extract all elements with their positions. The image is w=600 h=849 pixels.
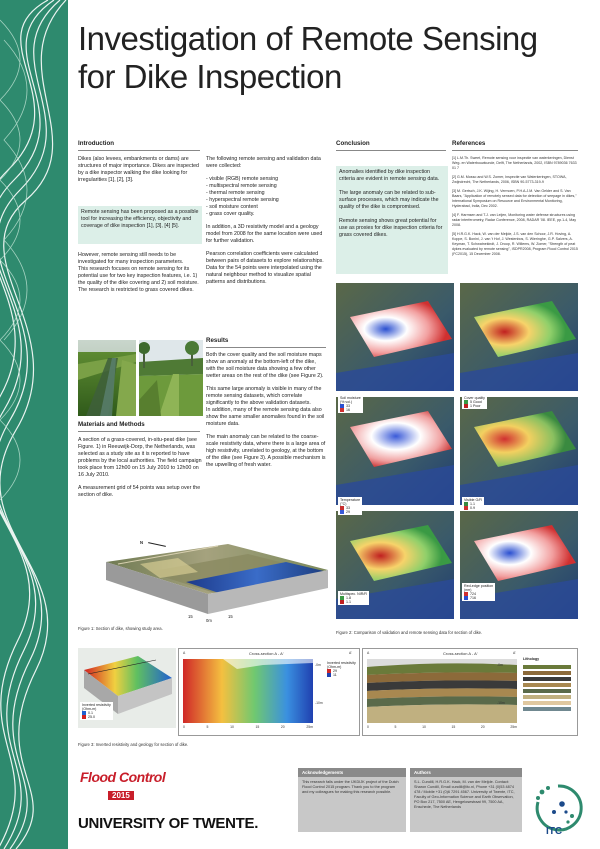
map-label-multispec	[338, 591, 369, 605]
figure-3-resistivity	[78, 646, 578, 738]
scale-label-mid: 0m	[206, 618, 212, 623]
legend-hi: 29	[333, 669, 337, 673]
map-title: Multispec. NIR/R	[340, 592, 367, 596]
figure-1-dike-section	[78, 534, 330, 622]
cross-section-2-title: Cross-section A - A'	[443, 651, 478, 656]
introduction-text-2	[78, 252, 202, 294]
legend-lo: 29	[346, 510, 350, 515]
cross-section-1-a: A	[183, 651, 186, 655]
map-label-red-edge	[462, 583, 495, 601]
legend-hi: 33	[346, 506, 350, 510]
data-collection-text	[206, 156, 326, 292]
acknowledgements-box	[298, 768, 406, 832]
legend-lo: 1.1	[346, 600, 351, 605]
lithology-swatch	[523, 701, 571, 705]
materials-text	[78, 437, 202, 505]
cross-section-1-title: Cross-section A - A'	[249, 651, 284, 656]
data-paragraph-2: In addition, a 3D resistivity model and a geology model from 2008 for the same location were used for further validation.	[206, 224, 323, 244]
north-arrow-label: N	[140, 540, 144, 545]
authors-box	[410, 768, 522, 832]
conclusion-box	[336, 166, 448, 274]
results-text	[206, 352, 326, 475]
cross-section-2-panel	[362, 648, 578, 736]
materials-paragraph-1: A section of a grass-covered, in-situ-peat dike (see Figure. 1) in Reeuwijk-Dorp, the Netherlands, was selected as a study site as it is reported to have problems by the local authorities. The field campaign took place from 12h00 on 15 July 2010 to 12h00 on 16 July 2010.	[78, 437, 202, 478]
itc-wordmark: ITC	[546, 826, 563, 837]
poster-title: Investigation of Remote Sensing for Dike Inspection	[78, 20, 538, 95]
conclusion-point-2: The large anomaly can be related to sub-surface processes, which may indicate the quality of the dike is compromised.	[339, 190, 439, 210]
legend-lo: 11	[333, 673, 337, 678]
figure-1-caption: Figure 1: Section of dike, showing study area.	[78, 626, 163, 631]
decorative-side-band	[0, 0, 68, 849]
results-paragraph-2: This same large anomaly is visible in many of the remote sensing datasets, which correlate significantly to the above validation datasets.	[206, 386, 322, 406]
cross-section-1-depth-top: -0m	[315, 663, 321, 667]
legend-hi: 5 Good	[470, 400, 482, 404]
introduction-paragraph-1: Dikes (also levees, embankments or dams) are structures of major importance. Dikes are inspected by a dike inspector walking the dike looking for irregularities [1], [2], [3].	[78, 156, 199, 183]
data-list	[206, 176, 326, 218]
introduction-paragraph-3: This research focuses on remote sensing for its potential use for two key inspection features, i.e. 1) the quality of the dike covering and 2) soil moisture.	[78, 266, 199, 286]
materials-paragraph-2: A measurement grid of 54 points was setup over the section of dike.	[78, 485, 201, 498]
reference-item: [5] H.R.G.K. Hack, W. van der Meijde, J.S. van den Schoor, J.R. Hoving, A. Koppe, S. Bonini, J. van 't Hof, J. Westenbos, S. Wieringhe, G.P. Salvers, A. Keyman, T. Schwatnekindt, J. Droop, R. Willems, W. Zomer, "Strength of peat dykes evaluated by remote sensing", ISDPR2008, Program Flood Control 2015 (FC2015), 15 December 2008.	[452, 232, 578, 256]
map-title: Red-edge position	[464, 584, 494, 588]
reference-item: [1] L.M.Th. Sweet, Remote sensing voor inspectie van waterkeringen, Dienst Weg- en Waterbouwkunde, Delft, The Netherlands, 2002, ISBN 9789036 7633 01 7	[452, 156, 577, 170]
introduction-heading: Introduction	[78, 140, 115, 147]
conclusion-heading: Conclusion	[336, 140, 370, 147]
cross-section-1-panel	[178, 648, 360, 736]
data-list-item: - multispectral remote sensing	[206, 183, 326, 190]
authors-heading: Authors	[410, 768, 522, 777]
map-unit: (nm)	[464, 588, 472, 592]
legend-title: Inverted resistivity	[327, 661, 356, 665]
lithology-legend-swatches	[523, 665, 571, 713]
data-paragraph-3: Pearson correlation coefficients were calculated between pairs of datasets to explore relationships. Data for the 54 points were interpolated using the natural neighbour method to visualize spatial patterns and distributions.	[206, 251, 324, 285]
legend-unit: (Ohm-m)	[82, 707, 97, 711]
results-paragraph-3: In addition, many of the remote sensing data also show the same smaller anomalies found in the soil moisture data.	[206, 407, 325, 427]
results-paragraph-4: The main anomaly can be related to the coarse-scale resistivity data, where there is a large area of high resistivity, unrelated to geology, at the bottom of the dike (see Figure 3). A possible mechanism is the upwelling of fresh water.	[206, 434, 326, 468]
data-list-item: - soil moisture content	[206, 204, 326, 211]
acknowledgements-heading: Acknowledgements	[298, 768, 406, 777]
legend-lo: 1 Poor	[470, 404, 481, 409]
dike-photo-right	[139, 340, 203, 416]
scale-label-left: 15	[188, 614, 193, 619]
dike-photo-left	[78, 340, 136, 416]
lithology-swatch	[523, 707, 571, 711]
introduction-paragraph-2: However, remote sensing still needs to be investigated for many inspection parameters.	[78, 252, 184, 265]
cross-section-1-legend	[327, 661, 356, 677]
lithology-swatch	[523, 689, 571, 693]
references-list	[452, 156, 578, 261]
references-rule	[452, 150, 578, 151]
legend-unit: (Ohm-m)	[327, 665, 342, 669]
flood-control-year: 2015	[108, 791, 134, 800]
x-tick: 5	[394, 725, 397, 729]
authors-body: S.L. Cundill, H.R.G.K. Hack, M. van der Meijde. Contact: Sharon Cundill, Email cundill@itc.nl, Phone +31 (0)53 4874 478 / Mobile +31 (0)6 7291 4567. University of Twente, ITC, Faculty of Geo-Information Science and Earth Observation, PO Box 217, 7500 AE, Hengelosestraat 99, 7500 AA, Enschede, The Netherlands	[414, 780, 515, 809]
x-tick: 5	[206, 725, 209, 729]
figure-3-caption: Figure 3: Inverted resistivity and geology for section of dike.	[78, 742, 189, 747]
cross-section-1-x-ticks	[183, 725, 313, 729]
cross-section-2-depth-bottom: -10m	[497, 701, 505, 705]
map-unit: (% vol.)	[340, 400, 353, 404]
figure-2-map-grid	[336, 283, 580, 625]
introduction-paragraph-4: The research is restricted to grass covered dikes.	[78, 287, 194, 293]
figure-3-left-legend	[80, 702, 113, 720]
materials-heading: Materials and Methods	[78, 421, 145, 428]
x-tick: 15	[255, 725, 260, 729]
results-heading: Results	[206, 337, 229, 344]
introduction-rule	[78, 150, 200, 151]
x-tick: 10	[230, 725, 234, 729]
legend-hi: 0.1	[88, 711, 93, 715]
x-tick: 20	[480, 725, 485, 729]
x-tick: 10	[422, 725, 426, 729]
cross-section-1-a-prime: A'	[349, 651, 352, 655]
map-label-cover-quality	[462, 395, 487, 409]
scale-label-right: 15	[228, 614, 233, 619]
flood-control-logo	[80, 769, 165, 803]
map-title: Visible G/R	[464, 498, 482, 502]
legend-hi: 33	[346, 404, 350, 408]
university-of-twente-logo: UNIVERSITY OF TWENTE.	[78, 815, 259, 832]
lithology-swatch	[523, 677, 571, 681]
materials-rule	[78, 431, 200, 432]
data-list-item: - thermal remote sensing	[206, 190, 326, 197]
map-title: Soil moisture	[340, 396, 361, 400]
figure-2-caption: Figure 2: Comparison of validation and remote sensing data for section of dike.	[336, 630, 483, 635]
map-label-soil-moisture	[338, 395, 363, 413]
x-tick: 25m	[510, 725, 517, 729]
lithology-swatch	[523, 683, 571, 687]
data-list-item: - grass cover quality.	[206, 211, 326, 218]
cross-section-2-a-prime: A'	[513, 651, 516, 655]
map-label-visible-gr	[462, 497, 484, 511]
reference-item: [2] G.M. Mosso and W.S. Zomer, Inspectie van Waterkeringen, STOWA, Zwijndrecht, The Netherlands, 2006, ISBN 90-5773-319-9	[452, 175, 567, 184]
flood-control-wordmark: Flood Control	[80, 769, 166, 785]
legend-lo: 16	[346, 408, 350, 413]
legend-hi: 1.1	[470, 502, 475, 506]
data-intro: The following remote sensing and validation data were collected:	[206, 156, 321, 169]
cross-section-2-x-ticks	[367, 725, 517, 729]
lithology-swatch	[523, 695, 571, 699]
introduction-highlight-box: Remote sensing has been proposed as a possible tool for increasing the efficiency, objectivity and coverage of dike inspection [1], [3], [4] [5].	[78, 206, 202, 244]
map-label-temperature	[338, 497, 362, 515]
x-tick: 0	[183, 725, 185, 729]
x-tick: 25m	[306, 725, 313, 729]
map-title: Cover quality	[464, 396, 485, 400]
cross-section-1-depth-bottom: -10m	[315, 701, 323, 705]
legend-hi: 1.8	[346, 596, 351, 600]
map-unit: (°C)	[340, 502, 347, 506]
references-heading: References	[452, 140, 486, 147]
lithology-legend-title: Lithology	[523, 657, 540, 661]
map-title: Temperature	[340, 498, 361, 502]
legend-lo: 716	[470, 596, 476, 601]
itc-logo	[532, 782, 584, 847]
results-paragraph-1: Both the cover quality and the soil moisture maps show an anomaly at the bottom-left of the dike, with the soil moisture data showing a few other wetter areas on the rest of the dike (see Figure 2).	[206, 352, 324, 379]
legend-hi: 724	[470, 592, 476, 596]
results-rule	[206, 347, 326, 348]
x-tick: 0	[367, 725, 369, 729]
data-list-item: - hyperspectral remote sensing	[206, 197, 326, 204]
x-tick: 20	[280, 725, 285, 729]
conclusion-point-1: Anomalies identified by dike inspection criteria are evident in remote sensing data.	[339, 169, 440, 182]
cross-section-2-a: A	[367, 651, 370, 655]
legend-lo: 0.9	[470, 506, 475, 511]
legend-title: Inverted resistivity	[82, 703, 111, 707]
reference-item: [4] F. Harmsen and T.J. van Leijen, Monitoring water defense structures using radar interferometry, Radar Conference, 2008, RADAR '08. IEEE, pp.1-4, May 2008.	[452, 213, 577, 227]
data-list-item: - visible (RGB) remote sensing	[206, 176, 326, 183]
conclusion-rule	[336, 150, 446, 151]
cross-section-2-depth-top: -0m	[497, 663, 503, 667]
introduction-text-1	[78, 156, 202, 190]
lithology-swatch	[523, 665, 571, 669]
conclusion-point-3: Remote sensing shows great potential for use as proxies for dike inspection criteria for grass covered dikes.	[339, 218, 443, 238]
lithology-swatch	[523, 671, 571, 675]
x-tick: 15	[451, 725, 456, 729]
acknowledgements-body: This research falls under the IJKDIJK project of the Dutch Flood Control 2015 program. Thank you to the program and my colleagues for making this research possible.	[302, 780, 399, 794]
legend-lo: 25.0	[88, 715, 95, 720]
reference-item: [3] M. Gertsch, J.K. Wijing, H. Vermoen, P.H.A.J.M. Van Gelder and S. Van Baars, "Application of remotely sensed data for detection of seepage in dikes," International Symposium on Resource and Environmental Monitoring, Hyderabad, India, Dec 2002.	[452, 189, 577, 208]
